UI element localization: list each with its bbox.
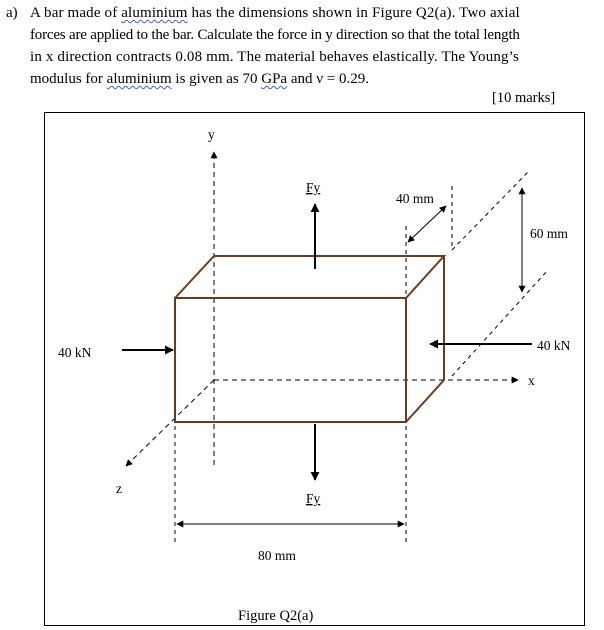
force-bottom-label: Fy	[306, 491, 321, 506]
marks-label: [10 marks]	[492, 90, 556, 106]
force-top-label: Fy	[306, 180, 321, 195]
question-line-2: forces are applied to the bar. Calculate the force in y direction so that the total length	[30, 27, 520, 43]
force-left-label: 40 kN	[58, 345, 92, 360]
x-axis-label: x	[528, 373, 535, 388]
bar-top-face	[175, 256, 444, 298]
force-right-label: 40 kN	[537, 338, 571, 353]
depth-dimension-label: 40 mm	[396, 191, 434, 206]
bar-box	[175, 256, 444, 422]
z-axis-label: z	[116, 481, 122, 496]
question-label: a)	[6, 5, 18, 21]
question-line-4: modulus for aluminium is given as 70 GPa and ν = 0.29.	[30, 71, 369, 87]
figure-caption: Figure Q2(a)	[238, 608, 314, 624]
bar-side-face	[406, 256, 444, 422]
bar-front-face	[175, 298, 406, 422]
aluminium-word: aluminium	[121, 5, 188, 21]
height-dimension-label: 60 mm	[530, 226, 568, 241]
depth-dimension-line	[408, 206, 446, 242]
question-line-3: in x direction contracts 0.08 mm. The material behaves elastically. The Young’s	[30, 49, 519, 65]
height-extension-top	[452, 172, 528, 250]
question-line-1: A bar made of aluminium has the dimensions shown in Figure Q2(a). Two axial	[30, 5, 520, 21]
y-axis-label: y	[208, 127, 215, 142]
height-extension-bottom	[452, 270, 548, 376]
length-dimension-label: 80 mm	[258, 548, 296, 563]
